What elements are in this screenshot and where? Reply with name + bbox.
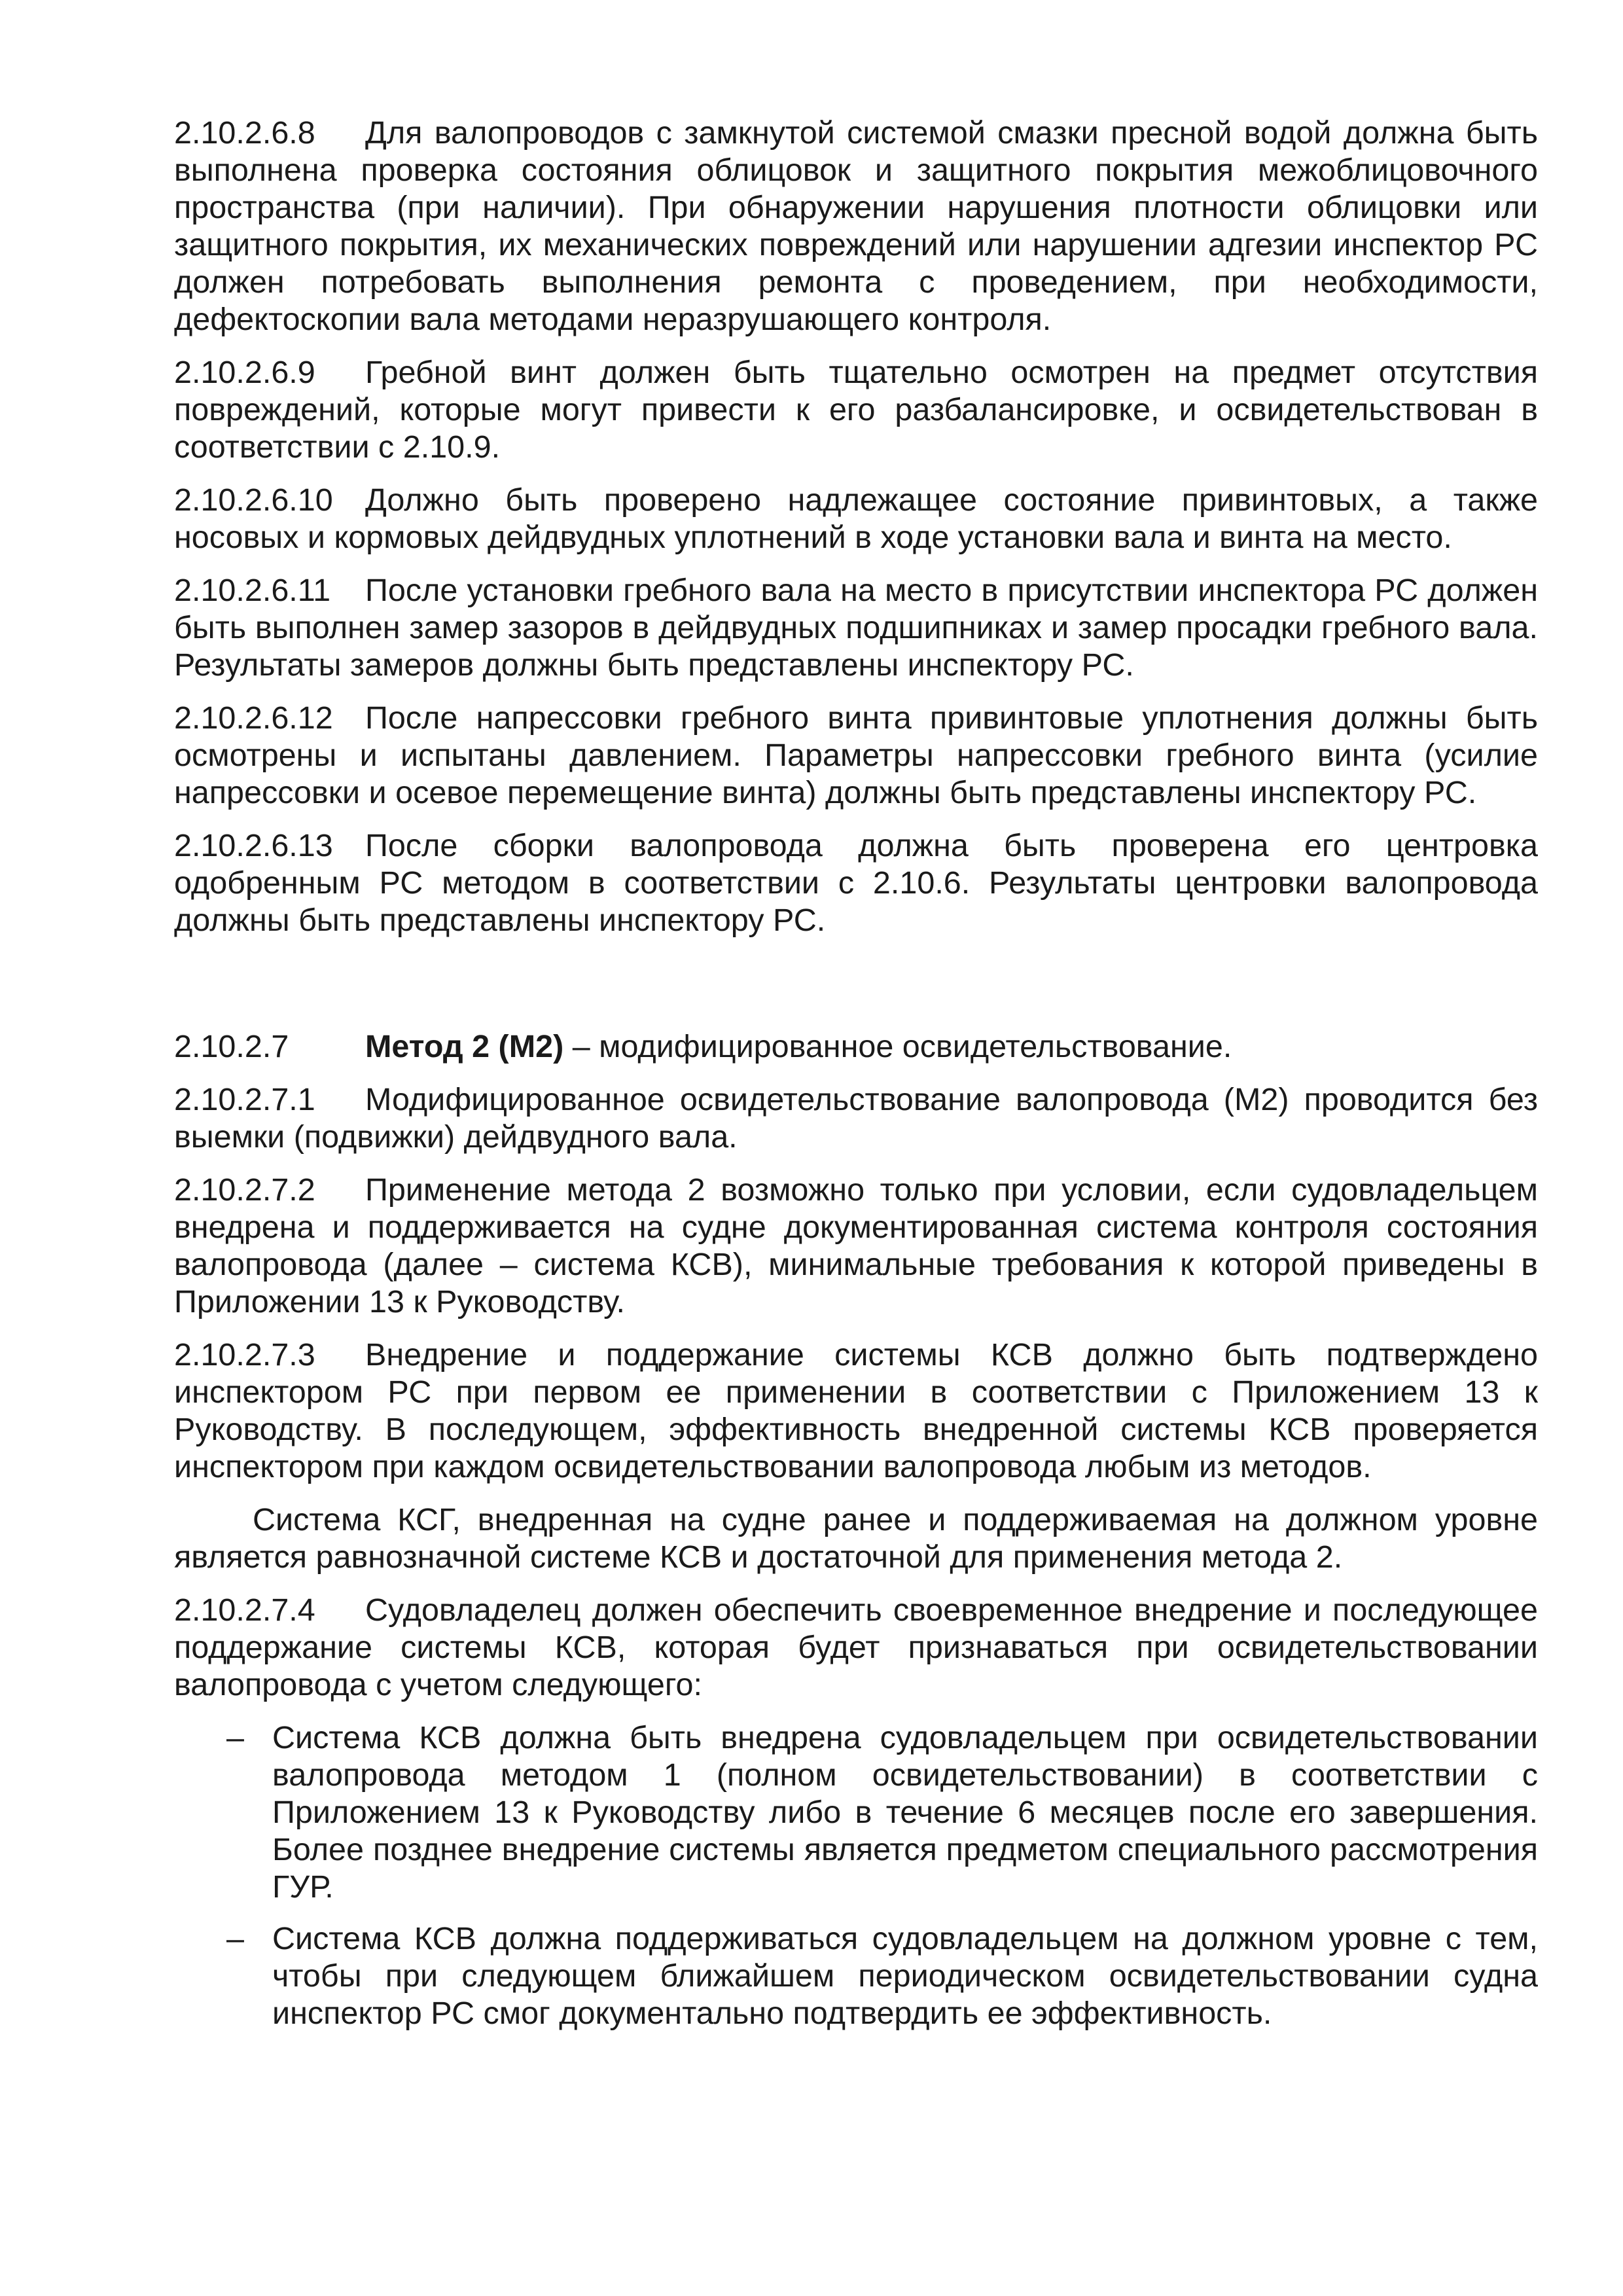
clause-number: 2.10.2.6.9	[174, 355, 315, 390]
clause-text: После напрессовки гребного винта привинтовые уплотнения должны быть осмотрены и испытаны давлением. Параметры напрессовки гребного винта (усилие напрессовки и осевое перемещение винта) должны быть представлены инспектору РС.	[174, 700, 1538, 810]
clause-text: – модифицированное освидетельствование.	[563, 1029, 1232, 1064]
dash-bullet: –	[226, 1921, 244, 1956]
list-item	[174, 1719, 1538, 1906]
dash-bullet: –	[226, 1720, 244, 1755]
list-item	[174, 1920, 1538, 2032]
paragraph-2-10-2-6-9	[174, 354, 1538, 466]
paragraph-2-10-2-6-8	[174, 115, 1538, 338]
clause-text: Внедрение и поддержание системы КСВ должно быть подтверждено инспектором РС при первом ее применении в соответствии с Приложением 13 к Руководству. В последующем, эффективность внедренной системы КСВ проверяется инспектором при каждом освидетельствовании валопровода любым из методов.	[174, 1337, 1538, 1484]
requirements-list	[174, 1719, 1538, 2032]
clause-text: Судовладелец должен обеспечить своевременное внедрение и последующее поддержание системы КСВ, которая будет признаваться при освидетельствовании валопровода с учетом следующего:	[174, 1592, 1538, 1702]
paragraph-ksg-note: Система КСГ, внедренная на судне ранее и поддерживаемая на должном уровне является равнозначной системе КСВ и достаточной для применения метода 2.	[174, 1502, 1538, 1575]
clause-text: Применение метода 2 возможно только при условии, если судовладельцем внедрена и поддерживается на судне документированная система контроля состояния валопровода (далее – система КСВ), минимальные требования к которой приведены в Приложении 13 к Руководству.	[174, 1172, 1538, 1319]
section-spacer	[174, 955, 1538, 1028]
clause-number: 2.10.2.6.10	[174, 482, 333, 518]
paragraph-2-10-2-7-3	[174, 1336, 1538, 1486]
list-item-text: Система КСВ должна поддерживаться судовладельцем на должном уровне с тем, чтобы при следующем ближайшем периодическом освидетельствовании судна инспектор РС смог документально подтвердить ее эффективность.	[272, 1921, 1538, 2031]
document-page	[174, 115, 1538, 2047]
paragraph-2-10-2-6-12	[174, 700, 1538, 812]
paragraph-2-10-2-7-4	[174, 1592, 1538, 1704]
paragraph-2-10-2-6-11	[174, 572, 1538, 684]
list-item-text: Система КСВ должна быть внедрена судовладельцем при освидетельствовании валопровода методом 1 (полном освидетельствовании) в соответствии с Приложением 13 к Руководству либо в течение 6 месяцев после его завершения. Более позднее внедрение системы является предметом специального рассмотрения ГУР.	[272, 1720, 1538, 1905]
clause-text: Гребной винт должен быть тщательно осмотрен на предмет отсутствия повреждений, которые могут привести к его разбалансировке, и освидетельствован в соответствии с 2.10.9.	[174, 355, 1538, 465]
section-heading-method-2	[174, 1028, 1538, 1066]
clause-number: 2.10.2.6.13	[174, 828, 333, 863]
clause-text: После сборки валопровода должна быть проверена его центровка одобренным РС методом в соответствии с 2.10.6. Результаты центровки валопровода должны быть представлены инспектору РС.	[174, 828, 1538, 938]
clause-number: 2.10.2.7.3	[174, 1337, 315, 1372]
paragraph-2-10-2-7-2	[174, 1172, 1538, 1321]
clause-text: Для валопроводов с замкнутой системой смазки пресной водой должна быть выполнена проверка состояния облицовок и защитного покрытия межоблицовочного пространства (при наличии). При обнаружении нарушения плотности облицовки или защитного покрытия, их механических повреждений или нарушении адгезии инспектор РС должен потребовать выполнения ремонта с проведением, при необходимости, дефектоскопии вала методами неразрушающего контроля.	[174, 115, 1538, 337]
clause-number: 2.10.2.6.12	[174, 700, 333, 736]
method-title: Метод 2 (М2)	[365, 1029, 564, 1064]
clause-number: 2.10.2.7.2	[174, 1172, 315, 1208]
clause-number: 2.10.2.6.8	[174, 115, 315, 151]
clause-text: Должно быть проверено надлежащее состояние привинтовых, а также носовых и кормовых дейдвудных уплотнений в ходе установки вала и винта на место.	[174, 482, 1538, 555]
clause-text: Модифицированное освидетельствование валопровода (М2) проводится без выемки (подвижки) дейдвудного вала.	[174, 1082, 1538, 1155]
clause-number: 2.10.2.7	[174, 1029, 289, 1064]
paragraph-2-10-2-6-10	[174, 482, 1538, 556]
paragraph-2-10-2-7-1	[174, 1081, 1538, 1156]
clause-number: 2.10.2.7.1	[174, 1082, 315, 1117]
clause-number: 2.10.2.7.4	[174, 1592, 315, 1628]
clause-number: 2.10.2.6.11	[174, 573, 331, 608]
clause-text: После установки гребного вала на место в присутствии инспектора РС должен быть выполнен замер зазоров в дейдвудных подшипниках и замер просадки гребного вала. Результаты замеров должны быть представлены инспектору РС.	[174, 573, 1538, 683]
paragraph-2-10-2-6-13	[174, 827, 1538, 939]
